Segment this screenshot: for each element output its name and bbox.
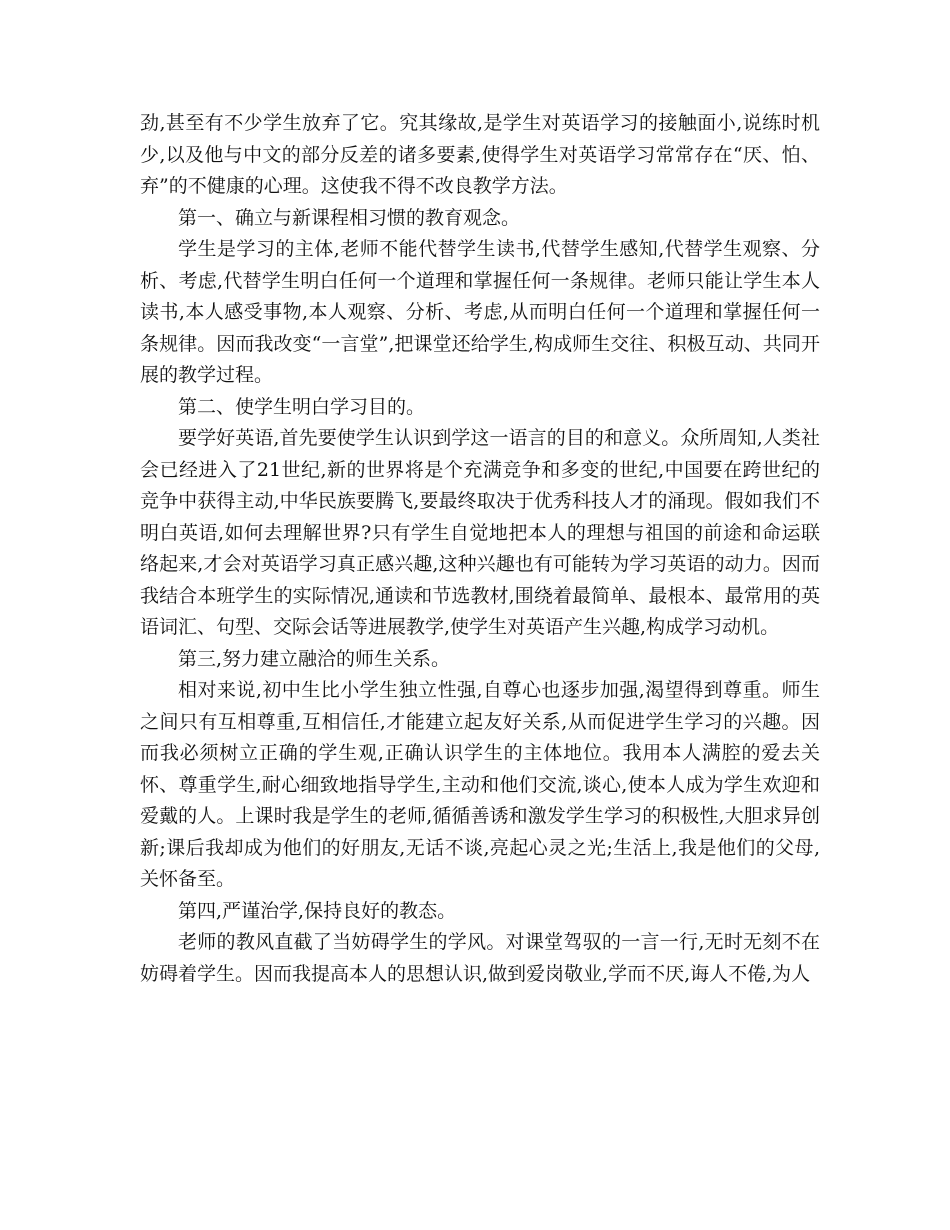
- paragraph-4: 老师的教风直截了当妨碍学生的学风。对课堂驾驭的一言一行,无时无刻不在妨碍着学生。因而我提高本人的思想认识,做到爱岗敬业,学而不厌,诲人不倦,为人: [140, 931, 820, 985]
- paragraph-1: 学生是学习的主体,老师不能代替学生读书,代替学生感知,代替学生观察、分析、考虑,代替学生明白任何一个道理和掌握任何一条规律。老师只能让学生本人读书,本人感受事物,本人观察、分析、考虑,从而明白任何一个道理和掌握任何一条规律。因而我改变“一言堂”,把课堂还给学生,构成师生交往、积极互动、共同开展的教学过程。: [140, 238, 820, 386]
- section-heading-4: 第四,严谨治学,保持良好的教态。: [178, 899, 457, 922]
- paragraph-continuation: 劲,甚至有不少学生放弃了它。究其缘故,是学生对英语学习的接触面小,说练时机少,以及他与中文的部分反差的诸多要素,使得学生对英语学习常常存在“厌、怕、弃”的不健康的心理。这使我不得不改良教学方法。: [140, 112, 820, 197]
- paragraph-3: 相对来说,初中生比小学生独立性强,自尊心也逐步加强,渴望得到尊重。师生之间只有互相尊重,互相信任,才能建立起友好关系,从而促进学生学习的兴趣。因而我必须树立正确的学生观,正确认识学生的主体地位。我用本人满腔的爱去关怀、尊重学生,耐心细致地指导学生,主动和他们交流,谈心,使本人成为学生欢迎和爱戴的人。上课时我是学生的老师,循循善诱和激发学生学习的积极性,大胆求异创新;课后我却成为他们的好朋友,无话不谈,亮起心灵之光;生活上,我是他们的父母,关怀备至。: [140, 679, 820, 890]
- section-heading-2: 第二、使学生明白学习目的。: [178, 395, 426, 418]
- section-heading-1: 第一、确立与新课程相习惯的教育观念。: [178, 206, 521, 229]
- section-heading-3: 第三,努力建立融洽的师生关系。: [178, 647, 451, 670]
- document-page: [140, 108, 820, 990]
- paragraph-2: 要学好英语,首先要使学生认识到学这一语言的目的和意义。众所周知,人类社会已经进入了21世纪,新的世界将是个充满竞争和多变的世纪,中国要在跨世纪的竞争中获得主动,中华民族要腾飞,要最终取决于优秀科技人才的涌现。假如我们不明白英语,如何去理解世界?只有学生自觉地把本人的理想与祖国的前途和命运联络起来,才会对英语学习真正感兴趣,这种兴趣也有可能转为学习英语的动力。因而我结合本班学生的实际情况,通读和节选教材,围绕着最简单、最根本、最常用的英语词汇、句型、交际会话等进展教学,使学生对英语产生兴趣,构成学习动机。: [140, 427, 820, 638]
